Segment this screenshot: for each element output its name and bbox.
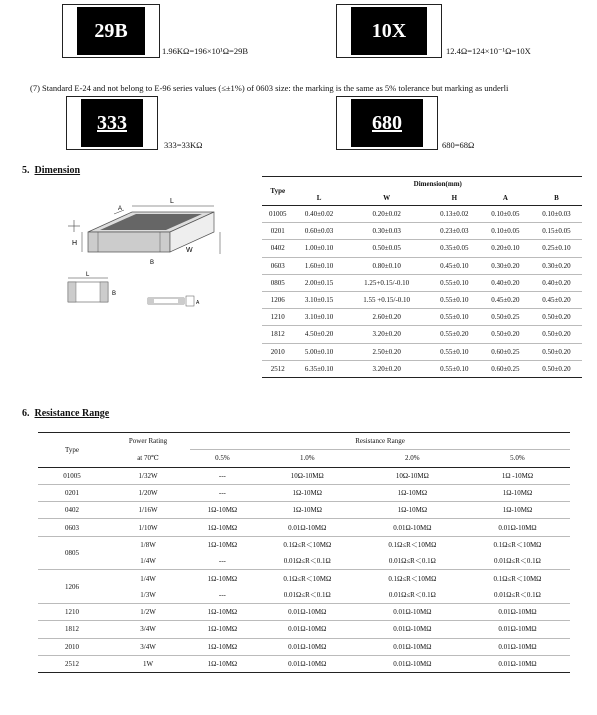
column-header-tolerance: 2.0% bbox=[405, 454, 420, 463]
range-cell: 0.01Ω-10MΩ bbox=[465, 655, 570, 672]
dimension-cell: 0.15±0.05 bbox=[531, 223, 582, 240]
dimension-cell: 0.50±0.25 bbox=[480, 309, 531, 326]
range-cell: --- bbox=[190, 484, 255, 501]
dimension-cell: 0.20±0.10 bbox=[480, 240, 531, 257]
power-cell: 1/32W bbox=[106, 467, 190, 484]
power-cell: 1/10W bbox=[106, 519, 190, 536]
chip-code: 10X bbox=[351, 7, 427, 55]
range-cell: 0.01Ω-10MΩ bbox=[360, 638, 465, 655]
range-cell: 0.1Ω≤R＜10MΩ bbox=[493, 574, 542, 583]
range-cell: 0.01Ω-10MΩ bbox=[360, 655, 465, 672]
range-cell: 1Ω -10MΩ bbox=[465, 467, 570, 484]
dimension-cell: 0.50±0.20 bbox=[531, 309, 582, 326]
range-cell: 0.01Ω-10MΩ bbox=[255, 603, 360, 620]
table-row bbox=[38, 621, 570, 638]
table-row bbox=[38, 467, 570, 484]
type-cell: 1812 bbox=[262, 326, 294, 343]
dimension-cell: 0.55±0.10 bbox=[429, 309, 480, 326]
power-cell: 1/4W bbox=[106, 553, 190, 570]
table-row bbox=[38, 536, 570, 553]
dimension-cell: 3.10±0.10 bbox=[294, 309, 345, 326]
chip-code: 680 bbox=[351, 99, 423, 147]
dimension-cell: 0.10±0.05 bbox=[480, 206, 531, 223]
column-header: L bbox=[294, 191, 345, 206]
diagram-label-w: W bbox=[186, 247, 193, 254]
dimension-cell: 0.30±0.20 bbox=[531, 257, 582, 274]
table-row bbox=[38, 587, 570, 604]
power-cell: 1/3W bbox=[106, 587, 190, 604]
dimension-cell: 0.30±0.20 bbox=[480, 257, 531, 274]
type-cell: 1812 bbox=[38, 621, 106, 638]
dimension-cell: 0.50±0.20 bbox=[480, 326, 531, 343]
range-cell: 0.1Ω≤R＜10MΩ bbox=[283, 574, 332, 583]
range-cell: --- bbox=[190, 587, 255, 604]
table-row bbox=[38, 502, 570, 519]
range-cell: 0.01Ω-10MΩ bbox=[255, 655, 360, 672]
range-cell: --- bbox=[190, 467, 255, 484]
range-cell: 0.1Ω≤R＜10MΩ bbox=[493, 540, 542, 549]
dimension-cell: 0.10±0.05 bbox=[480, 223, 531, 240]
chip-caption: 1.96KΩ=196×10¹Ω=29B bbox=[162, 46, 248, 56]
table-row bbox=[262, 309, 582, 326]
dimension-cell: 0.60±0.25 bbox=[480, 343, 531, 360]
range-cell: 1Ω-10MΩ bbox=[255, 502, 360, 519]
table-row bbox=[38, 570, 570, 587]
marking-note: (7) Standard E-24 and not belong to E-96 series values (≤±1%) of 0603 size: the marking is the same as 5% tolerance but marking as underli bbox=[30, 83, 509, 93]
range-cell: 0.01Ω≤R＜0.1Ω bbox=[465, 587, 570, 604]
chip-caption: 680=68Ω bbox=[442, 140, 475, 150]
range-cell: 0.01Ω-10MΩ bbox=[255, 638, 360, 655]
type-cell: 0402 bbox=[38, 502, 106, 519]
resistor-dimension-diagram bbox=[62, 192, 252, 314]
type-cell: 1206 bbox=[262, 291, 294, 308]
dimension-cell: 0.45±0.10 bbox=[429, 257, 480, 274]
type-cell: 01005 bbox=[38, 467, 106, 484]
diagram-label-l-bottom: L bbox=[86, 272, 90, 278]
section-number: 6. bbox=[22, 408, 30, 419]
dimension-cell: 1.25+0.15/-0.10 bbox=[345, 274, 429, 291]
column-header: H bbox=[429, 191, 480, 206]
resistance-group-header: Resistance Range bbox=[190, 433, 570, 450]
table-row bbox=[262, 223, 582, 240]
range-cell: 10Ω-10MΩ bbox=[255, 467, 360, 484]
column-header-power-temp: at 70℃ bbox=[137, 454, 159, 463]
section-heading bbox=[22, 408, 109, 419]
dimension-table bbox=[262, 176, 582, 378]
range-cell: 0.01Ω≤R＜0.1Ω bbox=[360, 587, 465, 604]
type-cell: 0805 bbox=[262, 274, 294, 291]
table-row bbox=[38, 519, 570, 536]
dimension-cell: 1.60±0.10 bbox=[294, 257, 345, 274]
dimension-cell: 0.55±0.10 bbox=[429, 291, 480, 308]
table-row bbox=[38, 638, 570, 655]
table-row bbox=[262, 291, 582, 308]
range-cell: 1Ω-10MΩ bbox=[190, 655, 255, 672]
range-cell: 10Ω-10MΩ bbox=[360, 467, 465, 484]
table-row bbox=[262, 343, 582, 360]
dimension-cell: 2.60±0.20 bbox=[345, 309, 429, 326]
dimension-cell: 0.55±0.10 bbox=[429, 360, 480, 377]
range-cell: 1Ω-10MΩ bbox=[360, 484, 465, 501]
section-title: Dimension bbox=[34, 165, 81, 176]
dimension-group-header: Dimension(mm) bbox=[413, 180, 462, 188]
type-cell: 2010 bbox=[38, 638, 106, 655]
dimension-cell: 0.13±0.02 bbox=[429, 206, 480, 223]
range-cell: 1Ω-10MΩ bbox=[190, 603, 255, 620]
section-heading bbox=[22, 165, 80, 176]
column-header: W bbox=[345, 191, 429, 206]
power-cell: 1/20W bbox=[106, 484, 190, 501]
range-cell: 0.01Ω-10MΩ bbox=[465, 603, 570, 620]
range-cell: 0.1Ω≤R＜10MΩ bbox=[388, 540, 437, 549]
dimension-cell: 0.20±0.02 bbox=[345, 206, 429, 223]
type-cell: 0201 bbox=[262, 223, 294, 240]
dimension-cell: 0.80±0.10 bbox=[345, 257, 429, 274]
range-cell: 0.01Ω-10MΩ bbox=[360, 519, 465, 536]
diagram-label-l: L bbox=[170, 198, 174, 205]
chip-caption: 12.4Ω=124×10⁻¹Ω=10X bbox=[446, 46, 531, 56]
diagram-label-h: H bbox=[72, 240, 78, 247]
dimension-cell: 0.40±0.20 bbox=[480, 274, 531, 291]
dimension-cell: 4.50±0.20 bbox=[294, 326, 345, 343]
section-title: Resistance Range bbox=[34, 408, 110, 419]
range-cell: 1Ω-10MΩ bbox=[190, 638, 255, 655]
range-cell: 0.01Ω≤R＜0.1Ω bbox=[465, 553, 570, 570]
type-cell: 0805 bbox=[38, 536, 106, 570]
column-header-type: Type bbox=[38, 433, 106, 468]
table-row bbox=[38, 603, 570, 620]
diagram-label-b: B bbox=[150, 260, 155, 266]
type-cell: 1210 bbox=[262, 309, 294, 326]
range-cell: 0.01Ω-10MΩ bbox=[255, 519, 360, 536]
chip-code: 29B bbox=[77, 7, 145, 55]
dimension-cell: 0.45±0.20 bbox=[531, 291, 582, 308]
column-header-tolerance: 1.0% bbox=[299, 454, 315, 463]
range-cell: 1Ω-10MΩ bbox=[465, 484, 570, 501]
table-row bbox=[262, 360, 582, 377]
dimension-cell: 0.50±0.20 bbox=[531, 343, 582, 360]
dimension-cell: 0.55±0.10 bbox=[429, 274, 480, 291]
dimension-cell: 0.50±0.20 bbox=[531, 326, 582, 343]
dimension-cell: 0.40±0.20 bbox=[531, 274, 582, 291]
section-number: 5. bbox=[22, 165, 30, 176]
range-cell: 0.01Ω≤R＜0.1Ω bbox=[255, 553, 360, 570]
range-cell: 1Ω-10MΩ bbox=[207, 574, 238, 583]
range-cell: 1Ω-10MΩ bbox=[360, 502, 465, 519]
dimension-cell: 0.35±0.05 bbox=[429, 240, 480, 257]
range-cell: 0.01Ω-10MΩ bbox=[360, 621, 465, 638]
range-cell: 0.1Ω≤R＜10MΩ bbox=[388, 574, 437, 583]
range-cell: 1Ω-10MΩ bbox=[465, 502, 570, 519]
power-cell: 1/16W bbox=[106, 502, 190, 519]
diagram-label-a: A bbox=[118, 206, 123, 212]
dimension-cell: 6.35±0.10 bbox=[294, 360, 345, 377]
table-row bbox=[262, 240, 582, 257]
table-row bbox=[262, 206, 582, 223]
range-cell: 0.01Ω-10MΩ bbox=[255, 621, 360, 638]
dimension-cell: 0.60±0.03 bbox=[294, 223, 345, 240]
diagram-label-a-side: A bbox=[196, 300, 200, 306]
type-cell: 2010 bbox=[262, 343, 294, 360]
dimension-cell: 0.50±0.20 bbox=[531, 360, 582, 377]
dimension-cell: 2.50±0.20 bbox=[345, 343, 429, 360]
diagram-label-b-bottom: B bbox=[112, 291, 117, 297]
column-header-tolerance: 0.5% bbox=[215, 454, 230, 463]
dimension-cell: 0.55±0.20 bbox=[429, 326, 480, 343]
type-cell: 01005 bbox=[262, 206, 294, 223]
range-cell: --- bbox=[190, 553, 255, 570]
dimension-cell: 3.20±0.20 bbox=[345, 326, 429, 343]
table-row bbox=[38, 655, 570, 672]
range-cell: 1Ω-10MΩ bbox=[190, 502, 255, 519]
power-cell: 1/4W bbox=[140, 574, 156, 583]
chip-code: 333 bbox=[81, 99, 143, 147]
dimension-cell: 0.45±0.20 bbox=[480, 291, 531, 308]
table-row bbox=[262, 326, 582, 343]
column-header: A bbox=[480, 191, 531, 206]
dimension-cell: 0.55±0.10 bbox=[429, 343, 480, 360]
dimension-cell: 5.00±0.10 bbox=[294, 343, 345, 360]
range-cell: 1Ω-10MΩ bbox=[207, 540, 238, 549]
column-header-power: Power Rating bbox=[128, 437, 168, 446]
table-row bbox=[262, 274, 582, 291]
range-cell: 0.01Ω≤R＜0.1Ω bbox=[255, 587, 360, 604]
column-header-type: Type bbox=[262, 177, 294, 206]
type-cell: 2512 bbox=[38, 655, 106, 672]
type-cell: 1210 bbox=[38, 603, 106, 620]
dimension-cell: 0.10±0.03 bbox=[531, 206, 582, 223]
type-cell: 0201 bbox=[38, 484, 106, 501]
type-cell: 2512 bbox=[262, 360, 294, 377]
type-cell: 1206 bbox=[38, 570, 106, 604]
power-cell: 1/8W bbox=[140, 540, 156, 549]
range-cell: 1Ω-10MΩ bbox=[255, 484, 360, 501]
type-cell: 0603 bbox=[38, 519, 106, 536]
resistance-range-table bbox=[38, 432, 570, 673]
range-cell: 0.01Ω-10MΩ bbox=[465, 621, 570, 638]
dimension-cell: 0.50±0.05 bbox=[345, 240, 429, 257]
column-header: B bbox=[531, 191, 582, 206]
power-cell: 3/4W bbox=[106, 621, 190, 638]
dimension-cell: 0.40±0.02 bbox=[294, 206, 345, 223]
power-cell: 1/2W bbox=[106, 603, 190, 620]
dimension-cell: 2.00±0.15 bbox=[294, 274, 345, 291]
column-header-tolerance: 5.0% bbox=[510, 454, 525, 463]
type-cell: 0402 bbox=[262, 240, 294, 257]
dimension-cell: 0.60±0.25 bbox=[480, 360, 531, 377]
dimension-cell: 1.55 +0.15/-0.10 bbox=[345, 291, 429, 308]
table-row bbox=[262, 257, 582, 274]
chip-marking-image bbox=[62, 4, 160, 58]
table-row bbox=[38, 553, 570, 570]
range-cell: 1Ω-10MΩ bbox=[190, 621, 255, 638]
chip-caption: 333=33KΩ bbox=[164, 140, 203, 150]
chip-marking-image bbox=[336, 96, 438, 150]
type-cell: 0603 bbox=[262, 257, 294, 274]
range-cell: 0.01Ω-10MΩ bbox=[465, 638, 570, 655]
dimension-cell: 1.00±0.10 bbox=[294, 240, 345, 257]
range-cell: 1Ω-10MΩ bbox=[190, 519, 255, 536]
range-cell: 0.01Ω≤R＜0.1Ω bbox=[360, 553, 465, 570]
range-cell: 0.01Ω-10MΩ bbox=[465, 519, 570, 536]
chip-marking-image bbox=[66, 96, 158, 150]
dimension-cell: 3.10±0.15 bbox=[294, 291, 345, 308]
range-cell: 0.1Ω≤R＜10MΩ bbox=[283, 540, 332, 549]
table-row bbox=[38, 484, 570, 501]
dimension-cell: 0.30±0.03 bbox=[345, 223, 429, 240]
dimension-cell: 0.25±0.10 bbox=[531, 240, 582, 257]
dimension-cell: 3.20±0.20 bbox=[345, 360, 429, 377]
power-cell: 1W bbox=[106, 655, 190, 672]
power-cell: 3/4W bbox=[106, 638, 190, 655]
range-cell: 0.01Ω-10MΩ bbox=[360, 603, 465, 620]
dimension-cell: 0.23±0.03 bbox=[429, 223, 480, 240]
chip-marking-image bbox=[336, 4, 442, 58]
